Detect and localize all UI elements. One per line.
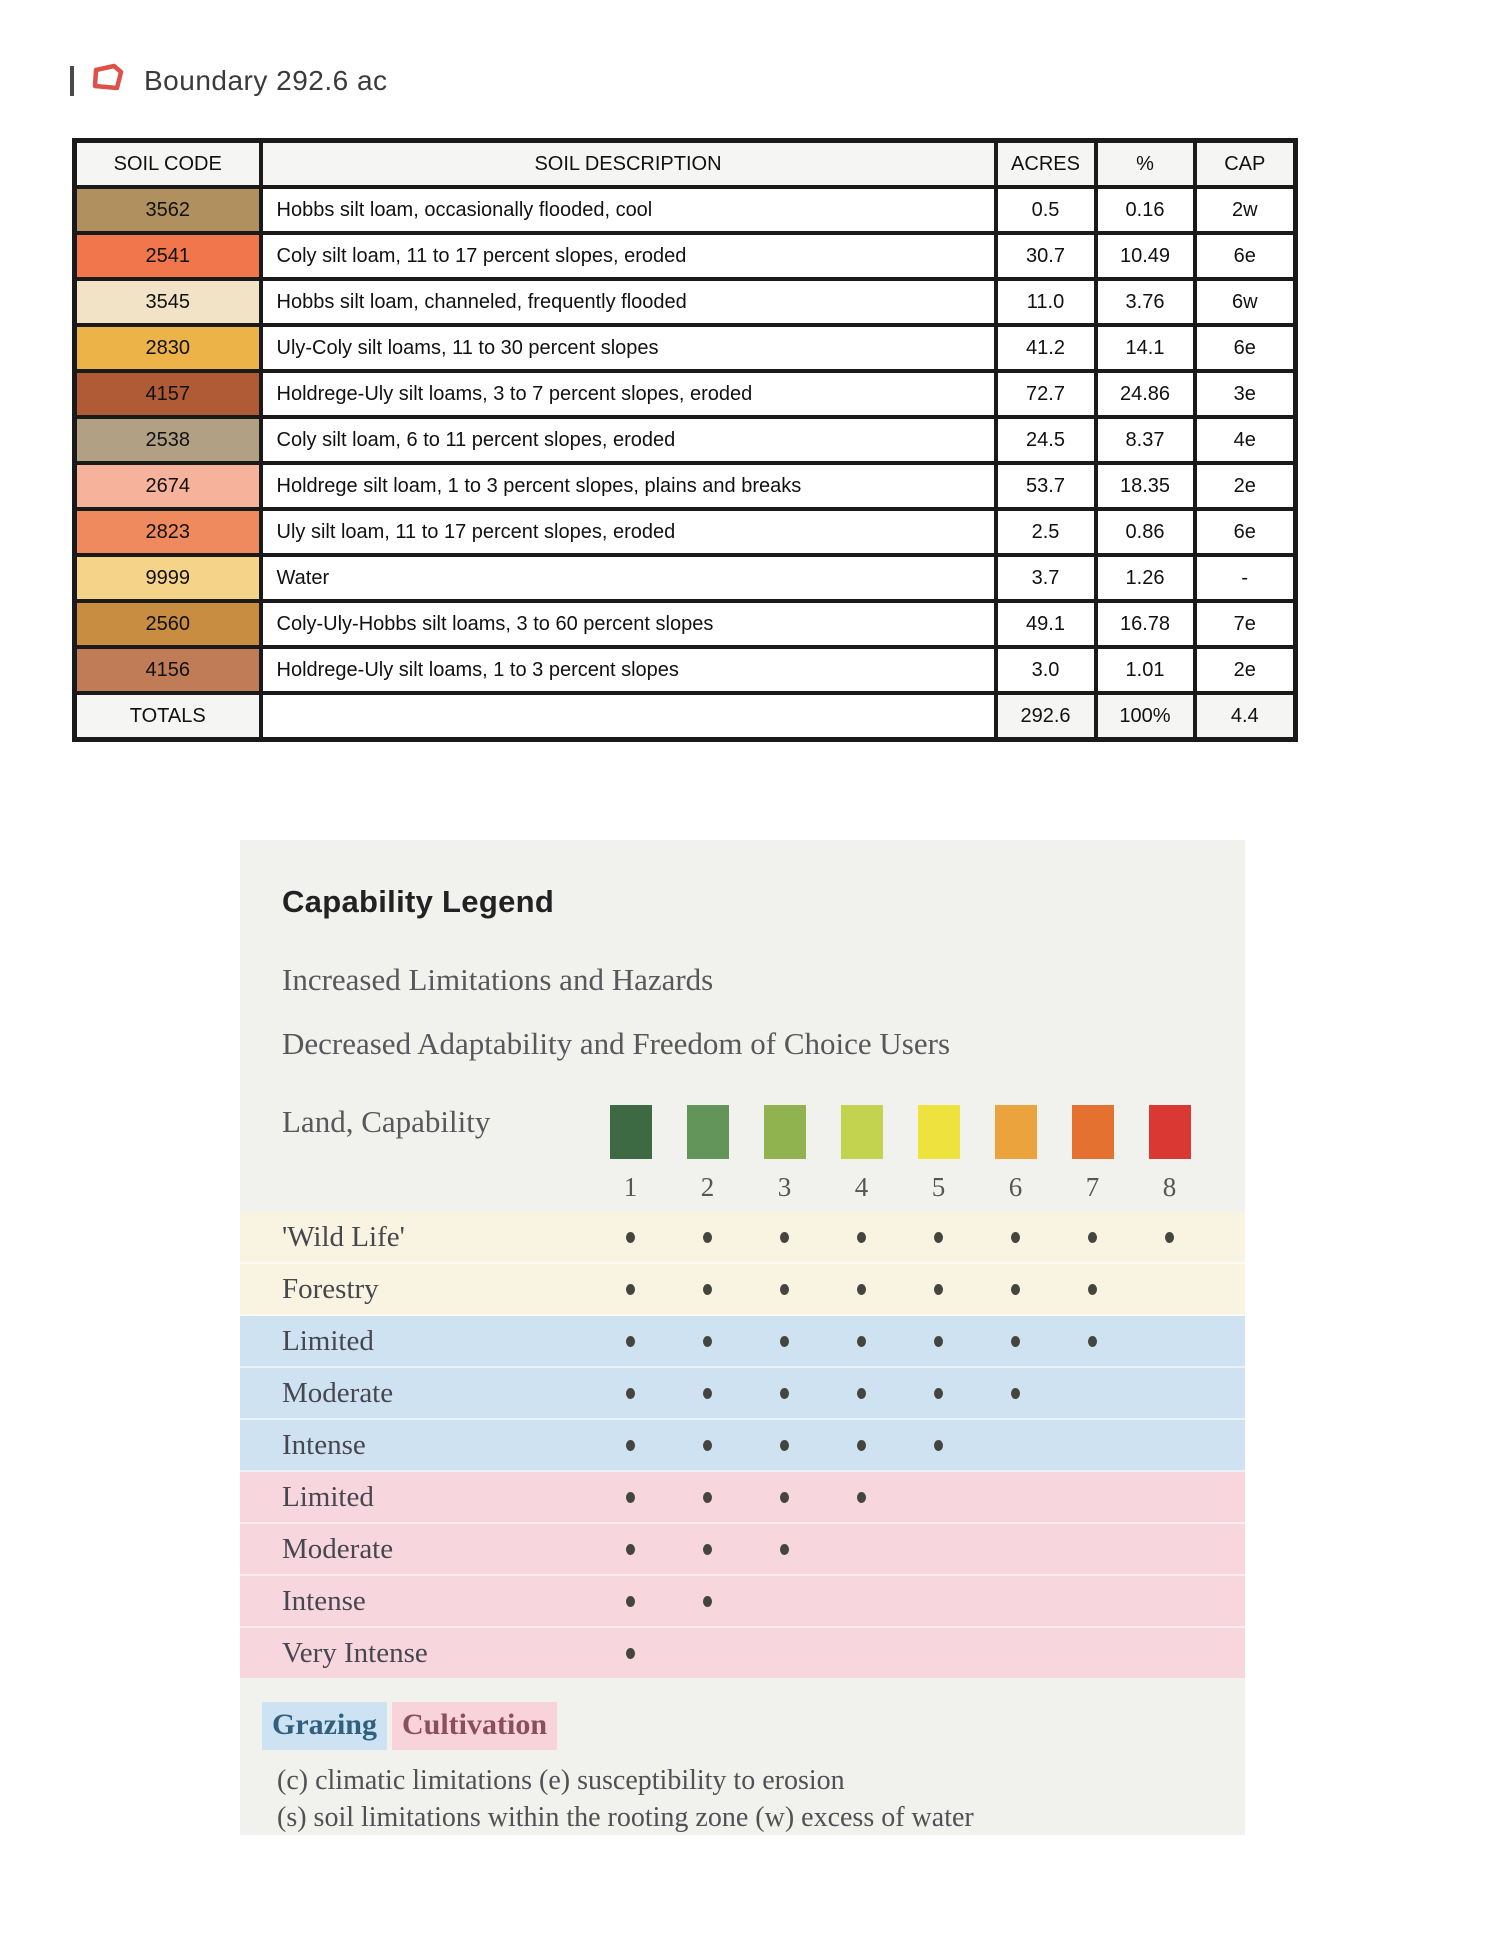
percent-cell: 18.35: [1096, 463, 1195, 509]
scale-label: Land, Capability: [282, 1104, 491, 1139]
capability-dot: [669, 1316, 746, 1366]
soil-description-cell: Holdrege-Uly silt loams, 1 to 3 percent slopes: [261, 647, 996, 693]
soil-code-cell: 3562: [75, 187, 261, 233]
percent-cell: 1.26: [1096, 555, 1195, 601]
capability-dot: [900, 1368, 977, 1418]
capability-class-swatch: [918, 1105, 960, 1159]
capability-dot: [823, 1264, 900, 1314]
capability-dot: [1131, 1212, 1208, 1262]
capability-dot-empty: [900, 1472, 977, 1522]
acres-cell: 41.2: [996, 325, 1096, 371]
cap-cell: 2e: [1195, 463, 1296, 509]
cap-cell: 7e: [1195, 601, 1296, 647]
capability-dot: [823, 1420, 900, 1470]
capability-dot-empty: [977, 1576, 1054, 1626]
percent-cell: 3.76: [1096, 279, 1195, 325]
capability-dot: [669, 1524, 746, 1574]
capability-row-moderate: [240, 1524, 1245, 1576]
capability-class-number: 3: [777, 1171, 792, 1202]
capability-dot: [669, 1576, 746, 1626]
soil-code-cell: 2560: [75, 601, 261, 647]
capability-class-number: 1: [623, 1171, 638, 1202]
soil-description-cell: Coly-Uly-Hobbs silt loams, 3 to 60 percent slopes: [261, 601, 996, 647]
capability-dot: [592, 1316, 669, 1366]
table-row: [75, 601, 1296, 647]
table-row: [75, 647, 1296, 693]
capability-dot-empty: [1131, 1420, 1208, 1470]
table-row: [75, 555, 1296, 601]
column-header: %: [1096, 141, 1195, 188]
capability-dot-empty: [746, 1628, 823, 1678]
capability-dot: [746, 1368, 823, 1418]
capability-row-forestry: [240, 1264, 1245, 1316]
layer-divider-bar: [70, 66, 74, 96]
soil-description-cell: Coly silt loam, 6 to 11 percent slopes, eroded: [261, 417, 996, 463]
capability-class-swatch: [610, 1105, 652, 1159]
totals-acres: 292.6: [996, 693, 1096, 740]
capability-dot-empty: [746, 1576, 823, 1626]
soil-description-cell: Uly-Coly silt loams, 11 to 30 percent slopes: [261, 325, 996, 371]
capability-dot-empty: [1054, 1576, 1131, 1626]
percent-cell: 10.49: [1096, 233, 1195, 279]
capability-dot-empty: [1054, 1628, 1131, 1678]
capability-scale-row: [240, 1104, 1245, 1160]
capability-class-swatch: [764, 1105, 806, 1159]
soil-table: [72, 138, 1298, 742]
capability-class-number: 6: [1008, 1171, 1023, 1202]
capability-dot: [900, 1212, 977, 1262]
capability-class-swatch: [841, 1105, 883, 1159]
capability-dot-empty: [900, 1576, 977, 1626]
table-row: [75, 463, 1296, 509]
boundary-polygon-icon[interactable]: [90, 62, 126, 99]
soil-code-cell: 4156: [75, 647, 261, 693]
capability-class-number: 5: [931, 1171, 946, 1202]
cap-cell: 2e: [1195, 647, 1296, 693]
percent-cell: 1.01: [1096, 647, 1195, 693]
cap-cell: 2w: [1195, 187, 1296, 233]
capability-dot-empty: [1131, 1316, 1208, 1366]
capability-dot-empty: [900, 1524, 977, 1574]
capability-class-number: 7: [1085, 1171, 1100, 1202]
soil-table-body: [75, 187, 1296, 693]
capability-class-swatch: [995, 1105, 1037, 1159]
soil-description-cell: Holdrege-Uly silt loams, 3 to 7 percent slopes, eroded: [261, 371, 996, 417]
capability-class-number: 8: [1162, 1171, 1177, 1202]
soil-description-cell: Hobbs silt loam, channeled, frequently flooded: [261, 279, 996, 325]
cap-cell: 3e: [1195, 371, 1296, 417]
legend-subtitle-limitations: Increased Limitations and Hazards: [282, 962, 714, 997]
soil-description-cell: Hobbs silt loam, occasionally flooded, cool: [261, 187, 996, 233]
capability-dot: [746, 1472, 823, 1522]
column-header: CAP: [1195, 141, 1296, 188]
capability-dot: [746, 1264, 823, 1314]
capability-dot-empty: [977, 1524, 1054, 1574]
table-row: [75, 509, 1296, 555]
table-row: [75, 325, 1296, 371]
acres-cell: 53.7: [996, 463, 1096, 509]
capability-dot: [1054, 1316, 1131, 1366]
table-row: [75, 417, 1296, 463]
capability-legend: [240, 840, 1245, 1835]
legend-keys: [262, 1702, 1245, 1750]
capability-dot: [1054, 1212, 1131, 1262]
capability-class-number: 4: [854, 1171, 869, 1202]
soil-code-cell: 3545: [75, 279, 261, 325]
cap-cell: 6e: [1195, 325, 1296, 371]
percent-cell: 14.1: [1096, 325, 1195, 371]
capability-dot-empty: [823, 1524, 900, 1574]
capability-class-number: 2: [700, 1171, 715, 1202]
capability-row-moderate: [240, 1368, 1245, 1420]
capability-dot: [823, 1212, 900, 1262]
capability-dot: [592, 1264, 669, 1314]
acres-cell: 3.0: [996, 647, 1096, 693]
capability-dot: [669, 1264, 746, 1314]
table-row: [75, 279, 1296, 325]
capability-dot-empty: [977, 1628, 1054, 1678]
totals-cap: 4.4: [1195, 693, 1296, 740]
capability-class-swatch: [1072, 1105, 1114, 1159]
soil-code-cell: 2541: [75, 233, 261, 279]
capability-dot-empty: [977, 1472, 1054, 1522]
acres-cell: 72.7: [996, 371, 1096, 417]
capability-dot: [1054, 1264, 1131, 1314]
capability-dot: [977, 1368, 1054, 1418]
table-row: [75, 371, 1296, 417]
capability-dot-empty: [1131, 1264, 1208, 1314]
capability-dot: [592, 1472, 669, 1522]
capability-dot: [977, 1212, 1054, 1262]
soil-description-cell: Holdrege silt loam, 1 to 3 percent slopes, plains and breaks: [261, 463, 996, 509]
cap-cell: 6w: [1195, 279, 1296, 325]
acres-cell: 11.0: [996, 279, 1096, 325]
row-label: Moderate: [282, 1532, 394, 1565]
cap-cell: 4e: [1195, 417, 1296, 463]
acres-cell: 2.5: [996, 509, 1096, 555]
capability-dot: [746, 1524, 823, 1574]
capability-dot: [977, 1264, 1054, 1314]
capability-dot: [746, 1212, 823, 1262]
capability-dot: [900, 1264, 977, 1314]
capability-dot: [823, 1472, 900, 1522]
row-label: Limited: [282, 1324, 374, 1357]
legend-subtitle-adaptability: Decreased Adaptability and Freedom of Choice Users: [282, 1026, 951, 1061]
capability-dot: [823, 1316, 900, 1366]
legend-notes: [277, 1762, 1245, 1835]
percent-cell: 0.86: [1096, 509, 1195, 555]
acres-cell: 3.7: [996, 555, 1096, 601]
grazing-key: Grazing: [262, 1702, 387, 1750]
column-header: ACRES: [996, 141, 1096, 188]
capability-dot-empty: [823, 1576, 900, 1626]
note-climatic-erosion: (c) climatic limitations (e) susceptibility to erosion: [277, 1765, 845, 1796]
capability-dot-empty: [1054, 1524, 1131, 1574]
capability-dot: [592, 1628, 669, 1678]
percent-cell: 0.16: [1096, 187, 1195, 233]
row-label: Intense: [282, 1584, 366, 1617]
soil-code-cell: 2823: [75, 509, 261, 555]
acres-cell: 49.1: [996, 601, 1096, 647]
table-row: [75, 187, 1296, 233]
percent-cell: 16.78: [1096, 601, 1195, 647]
soil-code-cell: 2538: [75, 417, 261, 463]
capability-dot-empty: [977, 1420, 1054, 1470]
capability-row-limited: [240, 1316, 1245, 1368]
capability-dot: [746, 1420, 823, 1470]
percent-cell: 8.37: [1096, 417, 1195, 463]
column-header: SOIL DESCRIPTION: [261, 141, 996, 188]
percent-cell: 24.86: [1096, 371, 1195, 417]
capability-dot-empty: [900, 1628, 977, 1678]
capability-dot-empty: [1054, 1368, 1131, 1418]
acres-cell: 24.5: [996, 417, 1096, 463]
capability-dot: [900, 1316, 977, 1366]
capability-dot: [592, 1368, 669, 1418]
capability-dot: [669, 1472, 746, 1522]
soil-code-cell: 2830: [75, 325, 261, 371]
capability-dot-empty: [1131, 1368, 1208, 1418]
row-label: Forestry: [282, 1272, 379, 1305]
capability-dot: [592, 1524, 669, 1574]
capability-dot-empty: [1054, 1420, 1131, 1470]
capability-row-intense: [240, 1576, 1245, 1628]
row-label: Very Intense: [282, 1636, 428, 1669]
acres-cell: 0.5: [996, 187, 1096, 233]
capability-dot: [669, 1368, 746, 1418]
capability-dot: [592, 1576, 669, 1626]
capability-dot: [592, 1212, 669, 1262]
table-header-row: [75, 141, 1296, 188]
capability-row-intense: [240, 1420, 1245, 1472]
capability-dot: [977, 1316, 1054, 1366]
capability-dot: [900, 1420, 977, 1470]
capability-dot-empty: [1054, 1472, 1131, 1522]
totals-row: [75, 693, 1296, 740]
capability-matrix: [240, 1212, 1245, 1678]
soil-description-cell: Water: [261, 555, 996, 601]
totals-percent: 100%: [1096, 693, 1195, 740]
capability-dot-empty: [1131, 1524, 1208, 1574]
soil-description-cell: Coly silt loam, 11 to 17 percent slopes, eroded: [261, 233, 996, 279]
column-header: SOIL CODE: [75, 141, 261, 188]
legend-title: Capability Legend: [282, 884, 555, 919]
row-label: 'Wild Life': [282, 1220, 405, 1253]
table-row: [75, 233, 1296, 279]
capability-dot-empty: [669, 1628, 746, 1678]
row-label: Moderate: [282, 1376, 394, 1409]
soil-code-cell: 4157: [75, 371, 261, 417]
soil-code-cell: 9999: [75, 555, 261, 601]
acres-cell: 30.7: [996, 233, 1096, 279]
capability-dot-empty: [823, 1628, 900, 1678]
boundary-header: [70, 62, 388, 99]
capability-dot-empty: [1131, 1628, 1208, 1678]
capability-class-swatch: [1149, 1105, 1191, 1159]
capability-dot: [746, 1316, 823, 1366]
totals-empty-cell: [261, 693, 996, 740]
capability-dot: [669, 1212, 746, 1262]
soil-code-cell: 2674: [75, 463, 261, 509]
boundary-title: Boundary 292.6 ac: [144, 64, 388, 96]
capability-dot: [669, 1420, 746, 1470]
cultivation-key: Cultivation: [392, 1702, 557, 1750]
capability-dot: [592, 1420, 669, 1470]
capability-dot: [823, 1368, 900, 1418]
capability-scale-numbers: [240, 1170, 1245, 1204]
totals-label: TOTALS: [75, 693, 261, 740]
cap-cell: 6e: [1195, 233, 1296, 279]
row-label: Intense: [282, 1428, 366, 1461]
soil-description-cell: Uly silt loam, 11 to 17 percent slopes, eroded: [261, 509, 996, 555]
cap-cell: 6e: [1195, 509, 1296, 555]
capability-row-very-intense: [240, 1628, 1245, 1678]
cap-cell: -: [1195, 555, 1296, 601]
capability-row-wild-life: [240, 1212, 1245, 1264]
note-soil-water: (s) soil limitations within the rooting zone (w) excess of water: [277, 1802, 974, 1833]
capability-dot-empty: [1131, 1576, 1208, 1626]
row-label: Limited: [282, 1480, 374, 1513]
capability-dot-empty: [1131, 1472, 1208, 1522]
capability-row-limited: [240, 1472, 1245, 1524]
capability-class-swatch: [687, 1105, 729, 1159]
